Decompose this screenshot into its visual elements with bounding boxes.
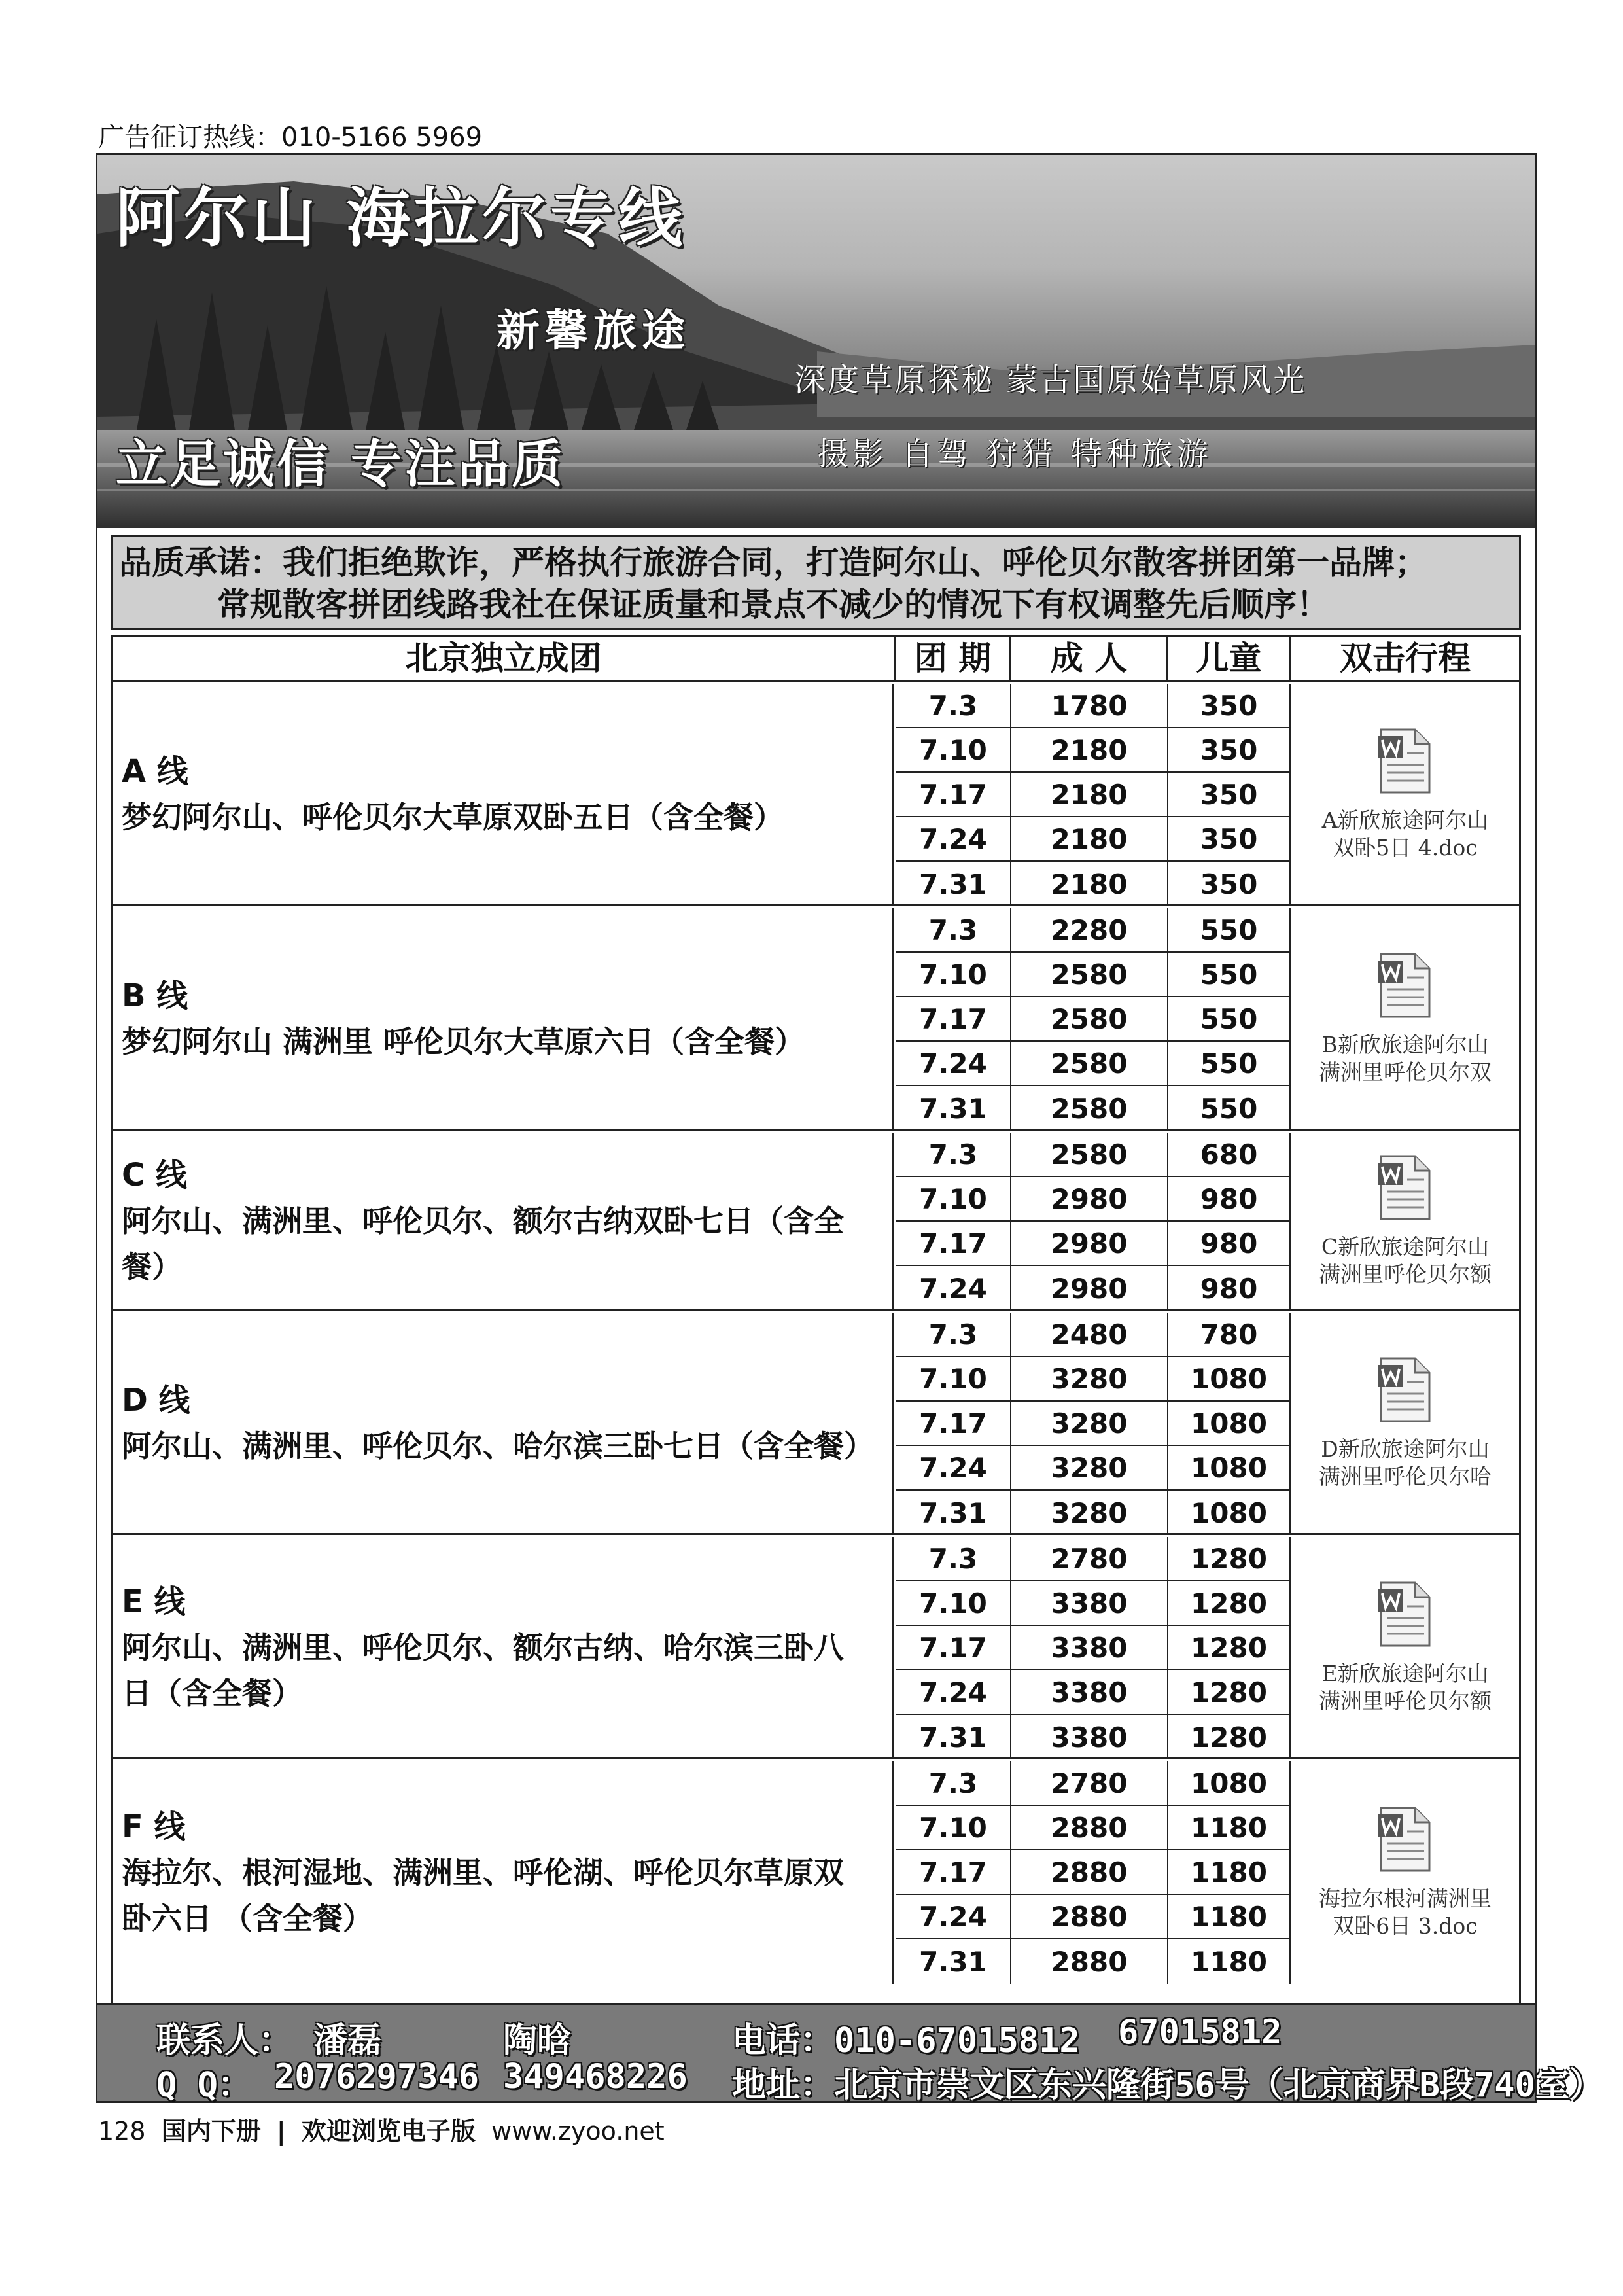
adult-price: 3280 bbox=[1011, 1402, 1168, 1445]
table-row bbox=[896, 684, 1291, 728]
route-group bbox=[113, 684, 1519, 906]
table-row bbox=[896, 997, 1291, 1042]
page-number: 128 bbox=[98, 2117, 146, 2146]
banner-features: 深度草原探秘 蒙古国原始草原风光 bbox=[794, 362, 1307, 398]
itinerary-file-name[interactable]: 海拉尔根河满洲里 双卧6日 3.doc bbox=[1319, 1886, 1492, 1939]
adult-price: 3380 bbox=[1011, 1626, 1168, 1669]
adult-price: 2980 bbox=[1011, 1177, 1168, 1220]
departure-date: 7.24 bbox=[896, 1670, 1011, 1714]
table-row bbox=[896, 1446, 1291, 1491]
child-price: 350 bbox=[1168, 728, 1291, 771]
child-price: 680 bbox=[1168, 1133, 1291, 1176]
adult-price: 2880 bbox=[1011, 1895, 1168, 1938]
adult-price: 2480 bbox=[1011, 1313, 1168, 1356]
table-header bbox=[113, 637, 1519, 682]
route-group bbox=[113, 908, 1519, 1131]
route-detail-line: 阿尔山、满洲里、呼伦贝尔、哈尔滨三卧七日（含全餐） bbox=[122, 1428, 874, 1464]
child-price: 350 bbox=[1168, 684, 1291, 727]
departure-date: 7.3 bbox=[896, 1133, 1011, 1176]
route-group bbox=[113, 1537, 1519, 1759]
adult-price: 2880 bbox=[1011, 1806, 1168, 1849]
child-price: 550 bbox=[1168, 953, 1291, 996]
table-row bbox=[896, 1895, 1291, 1939]
route-description bbox=[113, 908, 894, 1129]
table-row bbox=[896, 1402, 1291, 1446]
table-row bbox=[896, 773, 1291, 817]
adult-price: 2580 bbox=[1011, 997, 1168, 1040]
banner-activities: 摄影 自驾 狩猎 特种旅游 bbox=[817, 436, 1212, 472]
header-route: 北京独立成团 bbox=[113, 637, 896, 680]
date-price-rows bbox=[896, 684, 1291, 904]
departure-date: 7.3 bbox=[896, 1761, 1011, 1805]
table-row bbox=[896, 1626, 1291, 1670]
date-price-rows bbox=[896, 1133, 1291, 1309]
adult-price: 3380 bbox=[1011, 1715, 1168, 1759]
adult-price: 2980 bbox=[1011, 1266, 1168, 1311]
date-price-rows bbox=[896, 908, 1291, 1129]
adult-price: 2180 bbox=[1011, 728, 1168, 771]
word-document-icon[interactable] bbox=[1377, 727, 1433, 795]
adult-price: 2280 bbox=[1011, 908, 1168, 951]
child-price: 550 bbox=[1168, 1042, 1291, 1085]
table-row bbox=[896, 1850, 1291, 1895]
child-price: 1180 bbox=[1168, 1850, 1291, 1894]
departure-date: 7.10 bbox=[896, 1806, 1011, 1849]
route-description bbox=[113, 1133, 894, 1309]
word-document-icon[interactable] bbox=[1377, 951, 1433, 1019]
route-name: C 线 bbox=[122, 1156, 187, 1193]
adult-price: 3380 bbox=[1011, 1670, 1168, 1714]
adult-price: 3280 bbox=[1011, 1491, 1168, 1535]
child-price: 550 bbox=[1168, 997, 1291, 1040]
table-row bbox=[896, 1806, 1291, 1850]
date-price-rows bbox=[896, 1761, 1291, 1984]
table-row bbox=[896, 1491, 1291, 1535]
child-price: 980 bbox=[1168, 1177, 1291, 1220]
adult-price: 2580 bbox=[1011, 1086, 1168, 1131]
table-row bbox=[896, 1266, 1291, 1311]
word-document-icon[interactable] bbox=[1377, 1805, 1433, 1873]
route-description bbox=[113, 1761, 894, 1984]
child-price: 1280 bbox=[1168, 1715, 1291, 1759]
child-price: 550 bbox=[1168, 1086, 1291, 1131]
child-price: 1180 bbox=[1168, 1939, 1291, 1984]
table-row bbox=[896, 1357, 1291, 1402]
route-detail-line: 梦幻阿尔山 满洲里 呼伦贝尔大草原六日（含全餐） bbox=[122, 1023, 805, 1059]
table-row bbox=[896, 817, 1291, 862]
child-price: 1280 bbox=[1168, 1537, 1291, 1580]
route-detail-line: 海拉尔、根河湿地、满洲里、呼伦湖、呼伦贝尔草原双 bbox=[122, 1855, 844, 1890]
departure-date: 7.3 bbox=[896, 684, 1011, 727]
itinerary-file-name[interactable]: E新欣旅途阿尔山 满洲里呼伦贝尔额 bbox=[1319, 1660, 1492, 1714]
adult-price: 2180 bbox=[1011, 862, 1168, 906]
child-price: 980 bbox=[1168, 1222, 1291, 1265]
word-document-icon[interactable] bbox=[1377, 1356, 1433, 1424]
departure-date: 7.17 bbox=[896, 1850, 1011, 1894]
date-price-rows bbox=[896, 1537, 1291, 1757]
adult-price: 2880 bbox=[1011, 1939, 1168, 1984]
table-row bbox=[896, 1177, 1291, 1222]
departure-date: 7.31 bbox=[896, 1491, 1011, 1535]
adult-price: 2180 bbox=[1011, 773, 1168, 816]
table-row bbox=[896, 1715, 1291, 1759]
itinerary-file-name[interactable]: A新欣旅途阿尔山 双卧5日 4.doc bbox=[1321, 807, 1489, 860]
child-price: 1080 bbox=[1168, 1357, 1291, 1400]
adult-price: 2880 bbox=[1011, 1850, 1168, 1894]
adult-price: 2980 bbox=[1011, 1222, 1168, 1265]
contact-address: 地址：北京市崇文区东兴隆街56号（北京商界B段740室） bbox=[732, 2066, 1603, 2105]
banner bbox=[97, 155, 1535, 528]
banner-slogan: 立足诚信 专注品质 bbox=[116, 434, 566, 494]
departure-date: 7.10 bbox=[896, 1357, 1011, 1400]
route-detail-line: 卧六日 （含全餐） bbox=[122, 1901, 374, 1936]
route-group bbox=[113, 1761, 1519, 1984]
table-row bbox=[896, 1222, 1291, 1266]
child-price: 1180 bbox=[1168, 1895, 1291, 1938]
adult-price: 2780 bbox=[1011, 1761, 1168, 1805]
departure-date: 7.17 bbox=[896, 1222, 1011, 1265]
child-price: 1080 bbox=[1168, 1446, 1291, 1489]
ad-hotline: 广告征订热线：010-5166 5969 bbox=[98, 122, 483, 152]
child-price: 350 bbox=[1168, 817, 1291, 860]
adult-price: 2580 bbox=[1011, 953, 1168, 996]
departure-date: 7.17 bbox=[896, 773, 1011, 816]
date-price-rows bbox=[896, 1313, 1291, 1533]
adult-price: 1780 bbox=[1011, 684, 1168, 727]
contact-phone-2: 67015812 bbox=[1118, 2013, 1282, 2052]
qq-number-2: 349468226 bbox=[503, 2057, 688, 2096]
departure-date: 7.24 bbox=[896, 817, 1011, 860]
qq-number-1: 2076297346 bbox=[274, 2057, 480, 2096]
departure-date: 7.3 bbox=[896, 908, 1011, 951]
departure-date: 7.24 bbox=[896, 1042, 1011, 1085]
table-row bbox=[896, 1581, 1291, 1626]
notice-line-1: 品质承诺：我们拒绝欺诈，严格执行旅游合同，打造阿尔山、呼伦贝尔散客拼团第一品牌； bbox=[119, 544, 1427, 582]
header-date: 团 期 bbox=[896, 637, 1011, 680]
departure-date: 7.10 bbox=[896, 728, 1011, 771]
itinerary-file[interactable] bbox=[1291, 1133, 1519, 1309]
departure-date: 7.10 bbox=[896, 1177, 1011, 1220]
route-name: A 线 bbox=[122, 752, 188, 790]
departure-date: 7.10 bbox=[896, 1581, 1011, 1625]
route-group bbox=[113, 1313, 1519, 1535]
itinerary-file[interactable] bbox=[1291, 1761, 1519, 1984]
advert-frame bbox=[96, 153, 1603, 2105]
route-detail-line: 阿尔山、满洲里、呼伦贝尔、额尔古纳、哈尔滨三卧八 bbox=[122, 1629, 844, 1665]
departure-date: 7.17 bbox=[896, 1402, 1011, 1445]
route-description bbox=[113, 1537, 894, 1757]
route-detail-line: 日（含全餐） bbox=[122, 1675, 302, 1711]
section-name: 国内下册 bbox=[161, 2117, 261, 2146]
banner-title: 阿尔山 海拉尔专线 bbox=[116, 181, 687, 256]
route-name: B 线 bbox=[122, 977, 188, 1014]
departure-date: 7.17 bbox=[896, 997, 1011, 1040]
child-price: 1080 bbox=[1168, 1402, 1291, 1445]
table-row bbox=[896, 728, 1291, 773]
contact-person-1: 潘磊 bbox=[313, 2021, 382, 2060]
departure-date: 7.31 bbox=[896, 1715, 1011, 1759]
route-detail-line: 阿尔山、满洲里、呼伦贝尔、额尔古纳双卧七日（含全 bbox=[122, 1203, 844, 1239]
quality-notice bbox=[111, 535, 1521, 630]
itinerary-file[interactable] bbox=[1291, 684, 1519, 904]
itinerary-file[interactable] bbox=[1291, 908, 1519, 1129]
route-description bbox=[113, 1313, 894, 1533]
adult-price: 2580 bbox=[1011, 1133, 1168, 1176]
departure-date: 7.31 bbox=[896, 1939, 1011, 1984]
route-detail-line: 梦幻阿尔山、呼伦贝尔大草原双卧五日（含全餐） bbox=[122, 799, 784, 835]
itinerary-file-name[interactable]: C新欣旅途阿尔山 满洲里呼伦贝尔额 bbox=[1319, 1233, 1492, 1287]
table-row bbox=[896, 1939, 1291, 1984]
table-row bbox=[896, 1042, 1291, 1086]
table-row bbox=[896, 1133, 1291, 1177]
header-adult: 成 人 bbox=[1011, 637, 1168, 680]
footer-separator: | bbox=[276, 2117, 286, 2146]
route-price-table bbox=[111, 635, 1521, 2081]
child-price: 780 bbox=[1168, 1313, 1291, 1356]
itinerary-file-name[interactable]: D新欣旅途阿尔山 满洲里呼伦贝尔哈 bbox=[1319, 1436, 1492, 1489]
adult-price: 2780 bbox=[1011, 1537, 1168, 1580]
contact-label: 联系人： bbox=[156, 2021, 293, 2060]
child-price: 1080 bbox=[1168, 1761, 1291, 1805]
table-row bbox=[896, 862, 1291, 906]
child-price: 1280 bbox=[1168, 1670, 1291, 1714]
table-row bbox=[896, 1313, 1291, 1357]
child-price: 350 bbox=[1168, 773, 1291, 816]
footer-url[interactable]: www.zyoo.net bbox=[491, 2117, 665, 2146]
contact-person-2: 陶晗 bbox=[503, 2021, 572, 2060]
child-price: 1080 bbox=[1168, 1491, 1291, 1535]
departure-date: 7.24 bbox=[896, 1895, 1011, 1938]
child-price: 980 bbox=[1168, 1266, 1291, 1311]
child-price: 1280 bbox=[1168, 1626, 1291, 1669]
header-itinerary: 双击行程 bbox=[1340, 639, 1471, 677]
route-group bbox=[113, 1133, 1519, 1311]
route-name: F 线 bbox=[122, 1809, 186, 1845]
table-row bbox=[896, 1670, 1291, 1715]
notice-line-2: 常规散客拼团线路我社在保证质量和景点不减少的情况下有权调整先后顺序！ bbox=[217, 586, 1329, 624]
word-document-icon[interactable] bbox=[1377, 1580, 1433, 1648]
itinerary-file[interactable] bbox=[1291, 1537, 1519, 1757]
qq-label: Q Q： bbox=[156, 2066, 252, 2105]
child-price: 550 bbox=[1168, 908, 1291, 951]
itinerary-file-name[interactable]: B新欣旅途阿尔山 满洲里呼伦贝尔双 bbox=[1319, 1031, 1492, 1085]
adult-price: 2580 bbox=[1011, 1042, 1168, 1085]
departure-date: 7.3 bbox=[896, 1313, 1011, 1356]
table-row bbox=[896, 1086, 1291, 1131]
adult-price: 3280 bbox=[1011, 1357, 1168, 1400]
departure-date: 7.10 bbox=[896, 953, 1011, 996]
route-description bbox=[113, 684, 894, 904]
table-row bbox=[896, 908, 1291, 953]
itinerary-file[interactable] bbox=[1291, 1313, 1519, 1533]
word-document-icon[interactable] bbox=[1377, 1154, 1433, 1222]
route-name: D 线 bbox=[122, 1381, 190, 1419]
route-name: E 线 bbox=[122, 1583, 186, 1620]
table-row bbox=[896, 953, 1291, 997]
adult-price: 2180 bbox=[1011, 817, 1168, 860]
departure-date: 7.24 bbox=[896, 1266, 1011, 1311]
departure-date: 7.3 bbox=[896, 1537, 1011, 1580]
child-price: 350 bbox=[1168, 862, 1291, 906]
departure-date: 7.31 bbox=[896, 862, 1011, 906]
table-row bbox=[896, 1761, 1291, 1806]
adult-price: 3280 bbox=[1011, 1446, 1168, 1489]
route-detail-line: 餐） bbox=[122, 1248, 182, 1284]
child-price: 1280 bbox=[1168, 1581, 1291, 1625]
child-price: 1180 bbox=[1168, 1806, 1291, 1849]
page-footer bbox=[98, 2111, 665, 2147]
contact-phone: 电话：010-67015812 bbox=[732, 2021, 1080, 2060]
table-row bbox=[896, 1537, 1291, 1581]
footer-tagline: 欢迎浏览电子版 bbox=[301, 2117, 476, 2146]
contact-bar bbox=[97, 2003, 1603, 2105]
header-child: 儿童 bbox=[1168, 637, 1291, 680]
banner-subtitle: 新馨旅途 bbox=[497, 305, 690, 356]
adult-price: 3380 bbox=[1011, 1581, 1168, 1625]
departure-date: 7.17 bbox=[896, 1626, 1011, 1669]
departure-date: 7.31 bbox=[896, 1086, 1011, 1131]
departure-date: 7.24 bbox=[896, 1446, 1011, 1489]
